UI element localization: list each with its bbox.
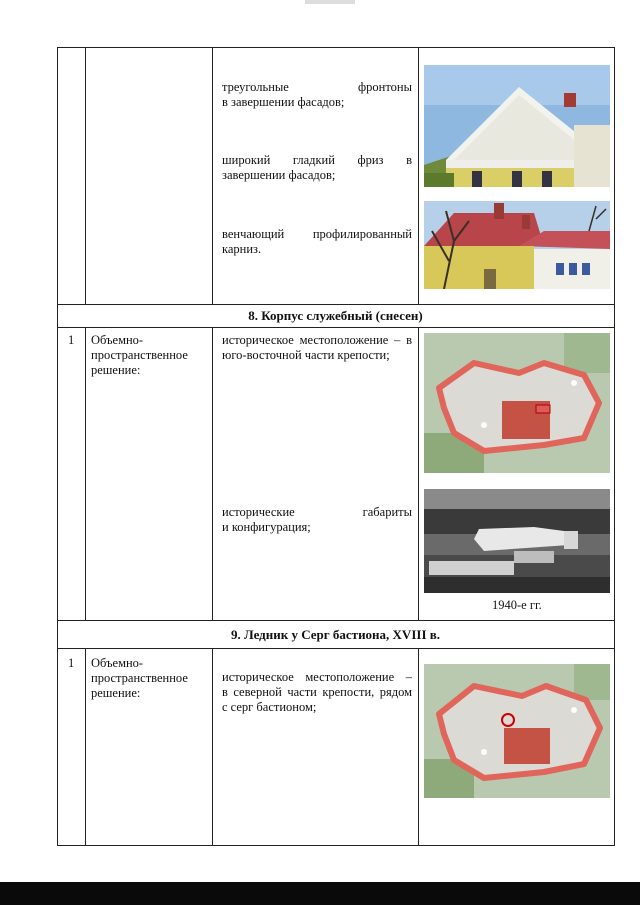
col-rule — [418, 327, 419, 620]
table-border-right — [614, 47, 615, 846]
section-heading: 8. Корпус служебный (снесен) — [248, 308, 423, 323]
table-rule — [57, 327, 614, 328]
col-rule — [85, 327, 86, 620]
row-number: 1 — [68, 656, 75, 670]
scan-edge — [0, 882, 640, 905]
feature-text: историческое местоположение – в юго-восточной части крепости; — [222, 333, 412, 362]
table-border-left — [57, 47, 58, 846]
feature-text: треугольные фронтоны в завершении фасадов; — [222, 80, 412, 109]
table-border-bottom — [57, 845, 614, 846]
fortress-map — [424, 333, 610, 473]
archive-photo — [424, 489, 610, 593]
table-border-top — [57, 47, 614, 48]
col-rule — [212, 327, 213, 620]
feature-text: историческое местоположение – в северной части крепости, рядом с серг бастионом; — [222, 670, 412, 714]
table-rule — [57, 648, 614, 649]
roof-photo — [424, 201, 610, 289]
table-rule — [57, 620, 614, 621]
row-number: 1 — [68, 333, 75, 347]
category-text: Объемно- пространственное решение: — [91, 333, 188, 377]
feature-text: венчающий профилированный карниз. — [222, 227, 412, 256]
feature-text: широкий гладкий фриз в завершении фасадов; — [222, 153, 412, 182]
category-text: Объемно- пространственное решение: — [91, 656, 188, 700]
fortress-map — [424, 664, 610, 798]
photo-caption: 1940-е гг. — [492, 598, 542, 612]
col-rule — [418, 47, 419, 304]
section-heading: 9. Ледник у Серг бастиона, XVIII в. — [230, 627, 441, 642]
col-rule — [418, 648, 419, 845]
col-rule — [212, 47, 213, 304]
scan-mark — [305, 0, 355, 4]
col-rule — [85, 47, 86, 304]
feature-text: исторические габариты и конфигурация; — [222, 505, 412, 534]
facade-photo — [424, 65, 610, 187]
col-rule — [212, 648, 213, 845]
col-rule — [85, 648, 86, 845]
table-rule — [57, 304, 614, 305]
